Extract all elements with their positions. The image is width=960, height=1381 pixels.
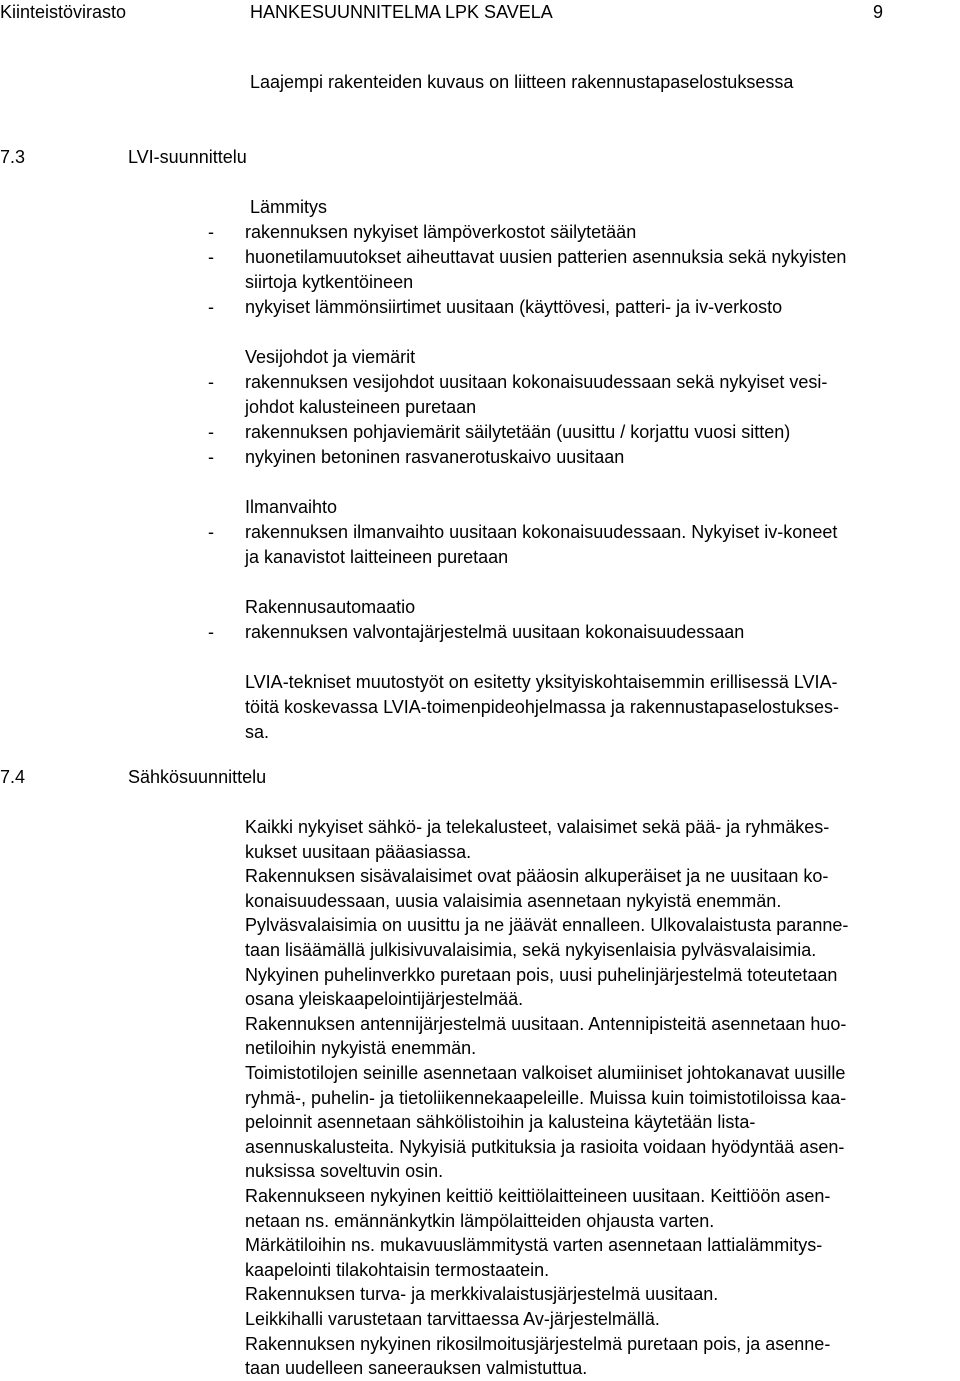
- sahko-line: Rakennukseen nykyinen keittiö keittiölaitteineen uusitaan. Keittiöön asen-: [245, 1186, 831, 1206]
- sahko-line: kukset uusitaan pääasiassa.: [245, 841, 472, 862]
- section-number: 7.3: [0, 147, 26, 167]
- heading-ilmanvaihto: Ilmanvaihto: [245, 497, 338, 517]
- heading-lammitys: Lämmitys: [250, 197, 328, 217]
- list-item: rakennuksen valvontajärjestelmä uusitaan kokonaisuudessaan: [245, 622, 745, 642]
- sahko-line: taan lisäämällä julkisivuvalaisimia, sekä nykyisenlaisia pylväsvalaisimia.: [245, 940, 817, 960]
- sahko-line: konaisuudessaan, uusia valaisimia asennetaan nykyistä enemmän.: [245, 890, 782, 911]
- sahko-line: Kaikki nykyiset sähkö- ja telekalusteet, valaisimet sekä pää- ja ryhmäkes-: [245, 817, 830, 837]
- sahko-line: Pylväsvalaisimia on uusittu ja ne jäävät ennalleen. Ulkovalaistusta paranne-: [245, 915, 849, 936]
- list-item: siirtoja kytkentöineen: [245, 272, 414, 292]
- header-org: Kiinteistövirasto: [0, 2, 127, 22]
- sahko-line: Märkätiloihin ns. mukavuuslämmitystä varten asennetaan lattialämmitys-: [245, 1235, 823, 1256]
- list-item: johdot kalusteineen puretaan: [245, 397, 477, 417]
- sahko-line: Rakennuksen sisävalaisimet ovat pääosin alkuperäiset ja ne uusitaan ko-: [245, 866, 829, 887]
- sahko-line: ryhmä-, puhelin- ja tietoliikennekaapeleille. Muissa kuin toimistotiloissa kaa-: [245, 1087, 847, 1108]
- sahko-line: peloinnit asennetaan sähkölistoihin ja kalusteina käytetään lista-: [245, 1112, 756, 1133]
- heading-vesi: Vesijohdot ja viemärit: [245, 347, 416, 367]
- bullet-dash: -: [208, 447, 214, 467]
- sahko-line: Nykyinen puhelinverkko puretaan pois, uusi puhelinjärjestelmä toteutetaan: [245, 964, 838, 985]
- list-item: rakennuksen vesijohdot uusitaan kokonaisuudessaan sekä nykyiset vesi-: [245, 372, 828, 392]
- sahko-line: asennuskalusteita. Nykyisiä putkituksia ja rasioita voidaan hyödyntää asen-: [245, 1136, 845, 1157]
- list-item: nykyiset lämmönsiirtimet uusitaan (käyttövesi, patteri- ja iv-verkosto: [245, 297, 783, 317]
- sahko-line: Rakennuksen antennijärjestelmä uusitaan. Antennipisteitä asennetaan huo-: [245, 1013, 847, 1034]
- list-item: nykyinen betoninen rasvanerotuskaivo uusitaan: [245, 447, 625, 467]
- list-item: rakennuksen pohjaviemärit säilytetään (uusittu / korjattu vuosi sitten): [245, 422, 791, 442]
- bullet-dash: -: [208, 422, 214, 442]
- bullet-dash: -: [208, 372, 214, 392]
- sahko-line: netiloihin nykyistä enemmän.: [245, 1038, 477, 1059]
- bullet-dash: -: [208, 522, 214, 542]
- page-number: 9: [873, 2, 884, 22]
- sahko-line: netaan ns. emännänkytkin lämpölaitteiden ohjausta varten.: [245, 1210, 715, 1231]
- sahko-line: osana yleiskaapelointijärjestelmää.: [245, 989, 524, 1010]
- bullet-dash: -: [208, 247, 214, 267]
- sahko-line: kaapelointi tilakohtaisin termostaatein.: [245, 1259, 550, 1280]
- bullet-dash: -: [208, 622, 214, 642]
- bullet-dash: -: [208, 222, 214, 242]
- sahko-line: taan uudelleen saneerauksen valmistuttua.: [245, 1358, 588, 1379]
- sahko-line: Leikkihalli varustetaan tarvittaessa Av-järjestelmällä.: [245, 1309, 660, 1329]
- section-title: Sähkösuunnittelu: [128, 767, 267, 787]
- header-title: HANKESUUNNITELMA LPK SAVELA: [250, 2, 553, 22]
- section-number: 7.4: [0, 767, 26, 787]
- lvia-paragraph-line: töitä koskevassa LVIA-toimenpideohjelmassa ja rakennustapaselostukses-: [245, 697, 839, 717]
- intro-line: Laajempi rakenteiden kuvaus on liitteen rakennustapaselostuksessa: [250, 72, 794, 92]
- lvia-paragraph-line: LVIA-tekniset muutostyöt on esitetty yksityiskohtaisemmin erillisessä LVIA-: [245, 672, 838, 692]
- lvia-paragraph-line: sa.: [245, 722, 270, 742]
- list-item: rakennuksen ilmanvaihto uusitaan kokonaisuudessaan. Nykyiset iv-koneet: [245, 522, 838, 542]
- list-item: huonetilamuutokset aiheuttavat uusien patterien asennuksia sekä nykyisten: [245, 247, 847, 267]
- sahko-line: Rakennuksen turva- ja merkkivalaistusjärjestelmä uusitaan.: [245, 1284, 719, 1305]
- list-item: rakennuksen nykyiset lämpöverkostot säilytetään: [245, 222, 637, 242]
- heading-automaatio: Rakennusautomaatio: [245, 597, 416, 617]
- section-title: LVI-suunnittelu: [128, 147, 247, 167]
- list-item: ja kanavistot laitteineen puretaan: [245, 547, 509, 567]
- bullet-dash: -: [208, 297, 214, 317]
- sahko-line: nuksissa soveltuvin osin.: [245, 1161, 444, 1182]
- sahko-line: Rakennuksen nykyinen rikosilmoitusjärjestelmä puretaan pois, ja asenne-: [245, 1333, 831, 1354]
- sahko-line: Toimistotilojen seinille asennetaan valkoiset alumiiniset johtokanavat uusille: [245, 1063, 846, 1083]
